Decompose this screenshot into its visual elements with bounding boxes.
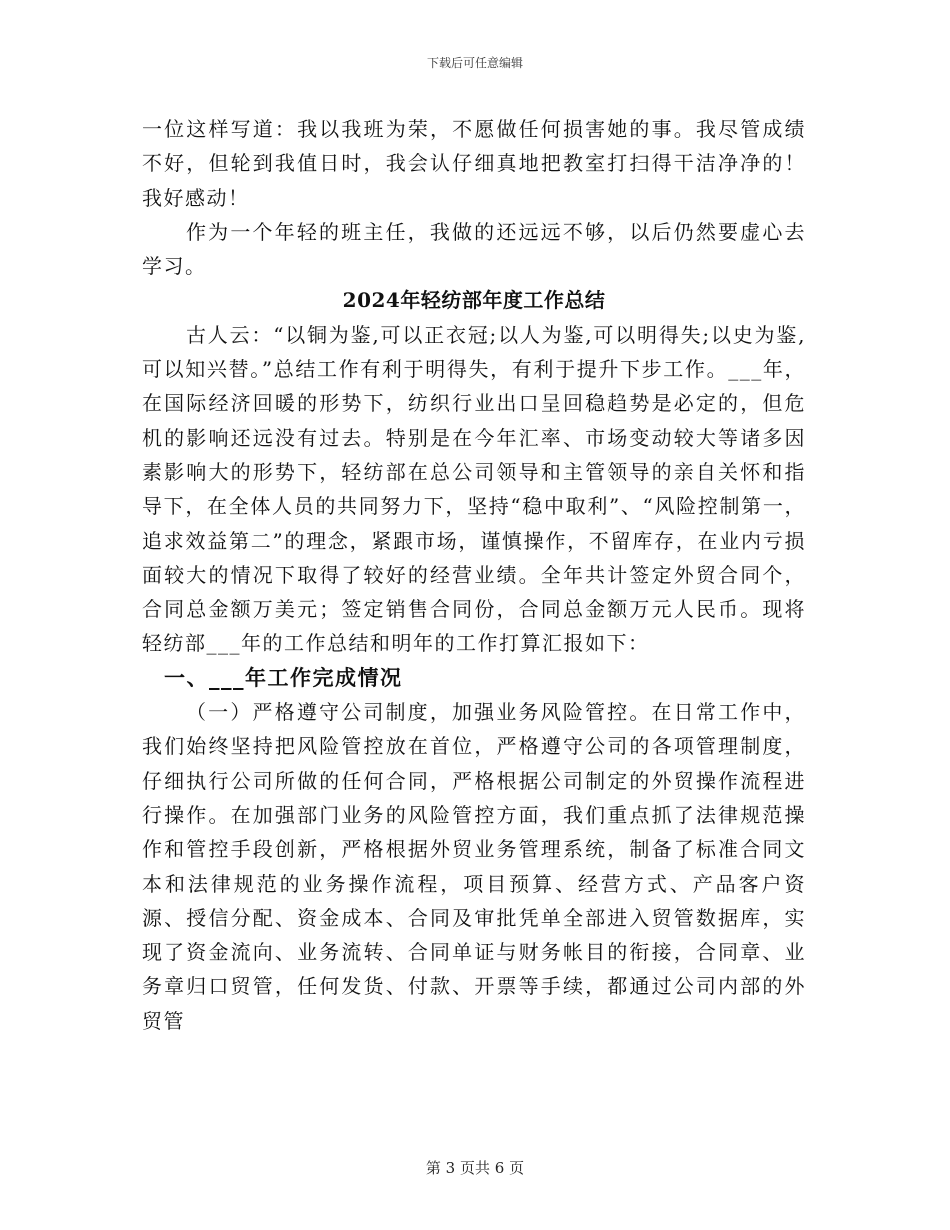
paragraph-risk-control: （一）严格遵守公司制度，加强业务风险管控。在日常工作中，我们始终坚持把风险管控放在首位，严格遵守公司的各项管理制度，仔细执行公司所做的任何合同，严格根据公司制定的外贸操作流程进行操作。在加强部门业务的风险管控方面，我们重点抓了法律规范操作和管控手段创新，严格根据外贸业务管理系统，制备了标准合同文本和法律规范的业务操作流程，项目预算、经营方式、产品客户资源、授信分配、资金成本、合同及审批凭单全部进入贸管数据库，实现了资金流向、业务流转、合同单证与财务帐目的衔接，合同章、业务章归口贸管，任何发货、付款、开票等手续，都通过公司内部的外贸管 [142,700,806,1033]
section-heading: 一、___年工作完成情况 [164,664,403,690]
paragraph-introduction: 古人云：“以铜为鉴,可以正衣冠;以人为鉴,可以明得失;以史为鉴,可以知兴替。”总结工作有利于明得失，有利于提升下步工作。___年，在国际经济回暖的形势下，纺织行业出口呈回稳趋势是必定的，但危机的影响还远没有过去。特别是在今年汇率、市场变动较大等诸多因素影响大的形势下，轻纺部在总公司领导和主管领导的亲自关怀和指导下，在全体人员的共同努力下，坚持“稳中取利”、“风险控制第一，追求效益第二”的理念，紧跟市场，谨慎操作，不留库存，在业内亏损面较大的情况下取得了较好的经营业绩。全年共计签定外贸合同个，合同总金额万美元；签定销售合同份，合同总金额万元人民币。现将轻纺部___年的工作总结和明年的工作打算汇报如下： [142,322,806,656]
paragraph-reflection: 作为一个年轻的班主任，我做的还远远不够，以后仍然要虚心去学习。 [142,219,806,279]
page-number: 第 3 页共 6 页 [425,1159,525,1177]
document-body [142,112,806,1038]
paragraph-continuation: 一位这样写道：我以我班为荣，不愿做任何损害她的事。我尽管成绩不好，但轮到我值日时，我会认仔细真地把教室打扫得干洁净净的！我好感动！ [142,117,806,210]
page-header-note: 下载后可任意编辑 [426,56,523,70]
document-title: 2024年轻纺部年度工作总结 [342,288,606,313]
